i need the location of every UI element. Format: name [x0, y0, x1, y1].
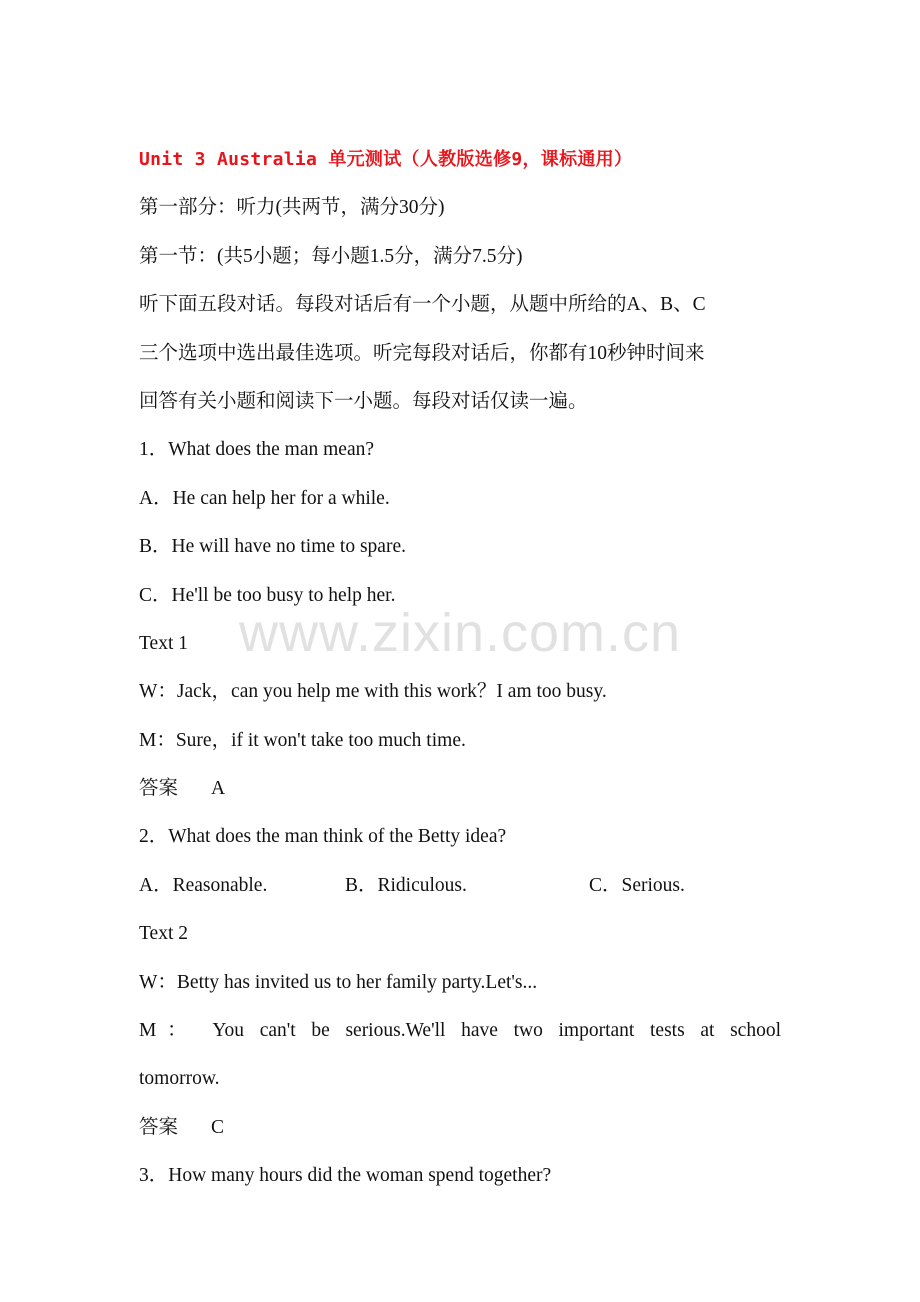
document-page: [139, 141, 781, 1206]
section-one-heading: 第一节：(共5小题；每小题1.5分，满分7.5分): [139, 245, 523, 267]
answer-2: [139, 1109, 781, 1157]
answer-1: [139, 770, 781, 818]
question-2-options: [139, 867, 781, 915]
instructions-line: 回答有关小题和阅读下一小题。每段对话仅读一遍。: [139, 390, 588, 412]
answer-value: C: [211, 1116, 225, 1138]
answer-label: 答案: [139, 1116, 179, 1138]
answer-value: A: [211, 778, 226, 800]
text-2-dialogue-line: tomorrow.: [139, 1068, 220, 1090]
text-2-dialogue-line: W：Betty has invited us to her family party.Let's...: [139, 971, 538, 993]
question-1-option-a: A．He can help her for a while.: [139, 487, 390, 509]
question-3: 3．How many hours did the woman spend together?: [139, 1165, 552, 1187]
text-1-dialogue-line: M：Sure，if it won't take too much time.: [139, 729, 466, 751]
answer-label: 答案: [139, 778, 179, 800]
part-one-heading: 第一部分：听力(共两节，满分30分): [139, 197, 445, 219]
text-2-dialogue-line: M： You can't be serious.We'll have two important tests at school: [139, 1020, 781, 1042]
instructions-line: 听下面五段对话。每段对话后有一个小题，从题中所给的A、B、C: [139, 294, 706, 316]
instructions-line: 三个选项中选出最佳选项。听完每段对话后，你都有10秒钟时间来: [139, 342, 705, 364]
question-2: 2．What does the man think of the Betty idea?: [139, 826, 507, 848]
text-1-label: Text 1: [139, 632, 188, 654]
question-2-option-c: C．Serious.: [589, 874, 685, 896]
text-2-label: Text 2: [139, 923, 188, 945]
question-1-option-b: B．He will have no time to spare.: [139, 536, 406, 558]
question-1: 1．What does the man mean?: [139, 439, 374, 461]
question-2-option-a: A．Reasonable.: [139, 874, 268, 896]
question-2-option-b: B．Ridiculous.: [345, 874, 467, 896]
text-1-dialogue-line: W：Jack，can you help me with this work？I am too busy.: [139, 681, 607, 703]
question-1-option-c: C．He'll be too busy to help her.: [139, 584, 396, 606]
document-title: Unit 3 Australia 单元测试（人教版选修9，课标通用）: [139, 149, 633, 170]
watermark: www.zixin.com.cn: [238, 603, 682, 663]
